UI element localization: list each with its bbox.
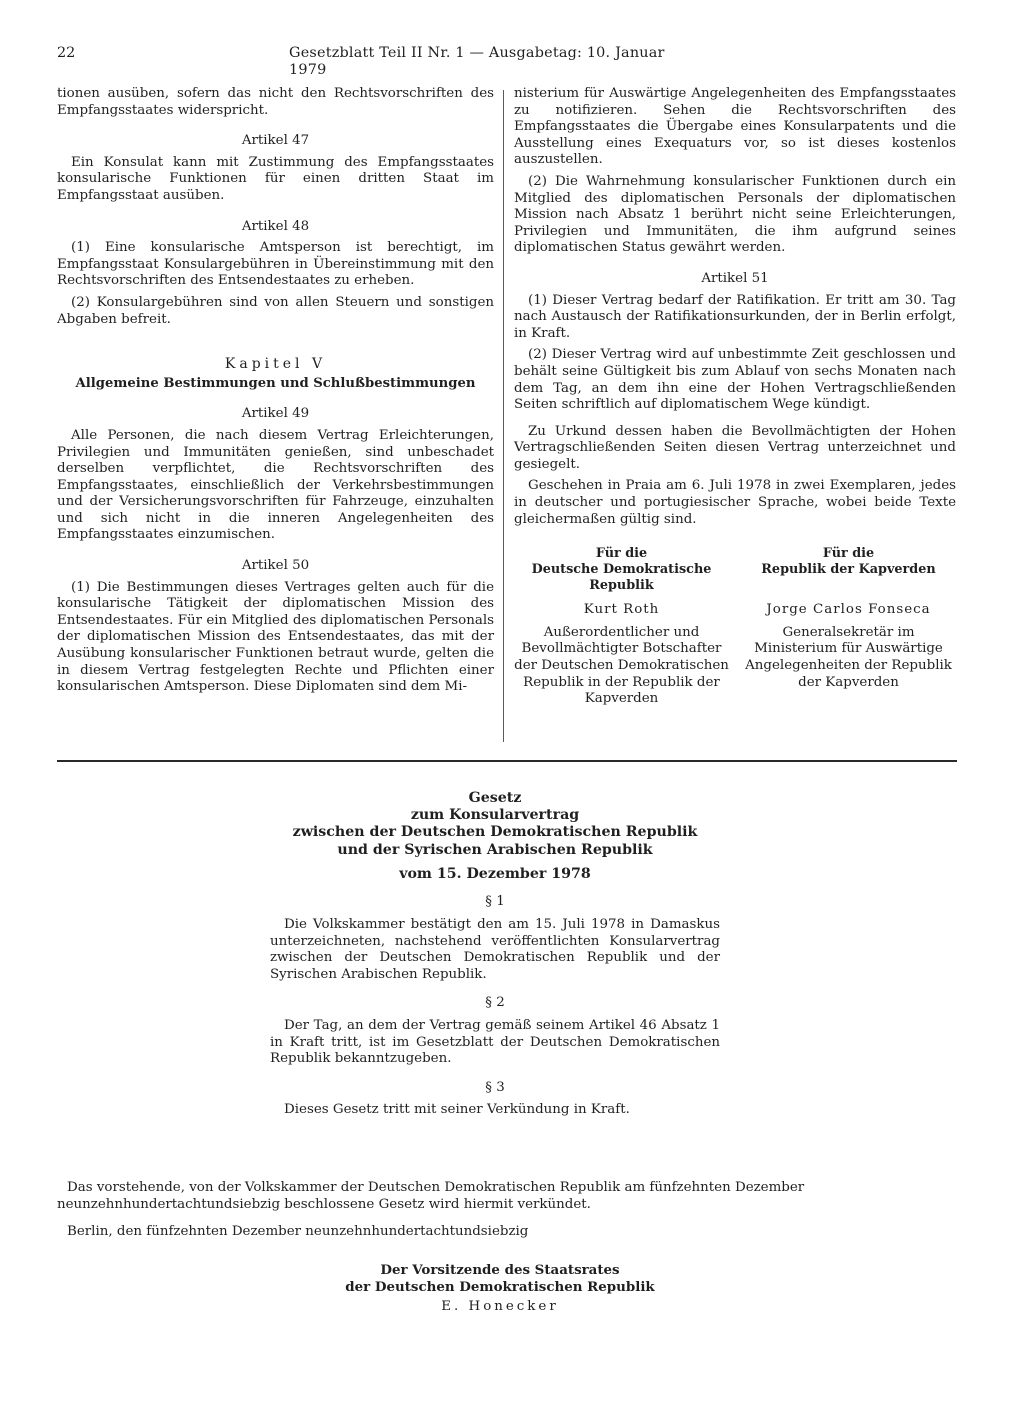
- continuation-text: tionen ausüben, sofern das nicht den Rechtsvorschriften des Empfangsstaates widerspricht.: [57, 86, 494, 118]
- page-header: [57, 45, 697, 78]
- article-50-paragraph-2: (2) Die Wahrnehmung konsularischer Funktionen durch ein Mitglied des diplomatischen Personals der diplomatischen Mission nach Absatz 1 berührt nicht seine Erleichterungen, Privilegien und Immunitäten, die ihm aufgrund seines diplomatischen Status gewährt werden.: [514, 173, 956, 256]
- section-symbol: § 2: [485, 995, 505, 1011]
- signer-block: [300, 1262, 700, 1316]
- column-divider: [503, 90, 504, 742]
- signatory-state: Republik der Kapverden: [761, 562, 936, 578]
- article-47-text: Ein Konsulat kann mit Zustimmung des Empfangsstaates konsularische Funktionen für einen dritten Staat im Empfangsstaat ausüben.: [57, 154, 494, 203]
- continuation-text: nisterium für Auswärtige Angelegenheiten des Empfangsstaates zu notifizieren. Sehen die Rechtsvorschriften des Empfangsstaates die Übergabe eines Konsularpatents und die Ausstellung eines Exequaturs vor, so ist dieses kostenlos auszustellen.: [514, 86, 956, 168]
- article-49-heading: Artikel 49: [241, 406, 310, 422]
- signature-block: [514, 546, 956, 708]
- article-50-paragraph-1: (1) Die Bestimmungen dieses Vertrages gelten auch für die konsularische Tätigkeit der diplomatischen Mission des Entsendestaates. Für ein Mitglied des diplomatischen Personals der diplomatischen Mission des Entsendestaates, das mit der Ausübung konsularischer Funktionen betraut wurde, gelten die in diesem Vertrag festgelegten Rechte und Pflichten einer konsularischen Amtsperson. Diese Diplomaten sind dem Mi-: [57, 579, 494, 695]
- signatory-name: Kurt Roth: [583, 602, 660, 618]
- section-symbol: § 1: [485, 894, 505, 910]
- witness-clause: Zu Urkund dessen haben die Bevollmächtigten der Hohen Vertragschließenden Seiten diesen Vertrag unterzeichnet und gesiegelt.: [514, 423, 956, 472]
- article-51-heading: Artikel 51: [701, 270, 769, 286]
- signatory-name: Jorge Carlos Fonseca: [766, 602, 931, 618]
- article-51-paragraph-1: (1) Dieser Vertrag bedarf der Ratifikation. Er tritt am 30. Tag nach Austausch der Ratifikationsurkunden, der in Berlin erfolgt, in Kraft.: [514, 292, 956, 341]
- article-49-text: Alle Personen, die nach diesem Vertrag Erleichterungen, Privilegien und Immunitäten genießen, sind unbeschadet derselben verpflichtet, die Rechtsvorschriften des Empfangsstaates, einschließlich der Verkehrsbestimmungen und der Versicherungsvorschriften für Fahrzeuge, einzuhalten und sich nicht in die inneren Angelegenheiten des Empfangsstaates einzumischen.: [57, 427, 494, 543]
- section-divider: [57, 760, 957, 762]
- running-title: Gesetzblatt Teil II Nr. 1 — Ausgabetag: 10. Januar 1979: [289, 45, 665, 78]
- law-title-line: zwischen der Deutschen Demokratischen Republik: [292, 824, 698, 841]
- chapter-subheading: Allgemeine Bestimmungen und Schlußbestimmungen: [75, 375, 476, 391]
- section-text: Die Volkskammer bestätigt den am 15. Juli 1978 in Damaskus unterzeichneten, nachstehend veröffentlichten Konsularvertrag zwischen der Deutschen Demokratischen Republik und der Syrischen Arabischen Republik.: [270, 917, 720, 982]
- article-48-paragraph-1: (1) Eine konsularische Amtsperson ist berechtigt, im Empfangsstaat Konsulargebühren in Übereinstimmung mit den Rechtsvorschriften des Entsendestaates zu erheben.: [57, 240, 494, 289]
- chapter-heading: Kapitel V: [224, 356, 327, 373]
- signatory-title: Außerordentlicher und Bevollmächtigter Botschafter der Deutschen Demokratischen Republik in der Republik der Kapverden: [514, 624, 729, 707]
- article-47-heading: Artikel 47: [241, 133, 310, 149]
- promulgation-text: Das vorstehende, von der Volkskammer der Deutschen Demokratischen Republik am fünfzehnten Dezember neunzehnhundertachtundsiebzig beschlossene Gesetz wird hiermit verkündet.: [57, 1180, 805, 1212]
- section-text: Dieses Gesetz tritt mit seiner Verkündung in Kraft.: [284, 1102, 630, 1118]
- article-50-heading: Artikel 50: [241, 558, 310, 574]
- signatory-for: Für die: [822, 546, 875, 562]
- law-title-line: zum Konsularvertrag: [410, 807, 580, 824]
- signatory-gdr: [514, 546, 729, 708]
- section-text: Der Tag, an dem der Vertrag gemäß seinem Artikel 46 Absatz 1 in Kraft tritt, ist im Gesetzblatt der Deutschen Demokratischen Republik bekanntzugeben.: [270, 1017, 720, 1067]
- signer-name: E. Honecker: [441, 1299, 559, 1314]
- done-at-clause: Geschehen in Praia am 6. Juli 1978 in zwei Exemplaren, jedes in deutscher und portugiesischer Sprache, wobei beide Texte gleichermaßen gültig sind.: [514, 478, 956, 527]
- signer-line-1: Der Vorsitzende des Staatsrates: [380, 1262, 620, 1278]
- promulgation: [57, 1180, 957, 1241]
- law-section: [270, 790, 720, 1119]
- signer-line-2: der Deutschen Demokratischen Republik: [345, 1279, 655, 1295]
- law-title-line: Gesetz: [468, 790, 522, 806]
- law-title-line: und der Syrischen Arabischen Republik: [337, 841, 653, 858]
- page-number: 22: [57, 45, 76, 61]
- article-51-paragraph-2: (2) Dieser Vertrag wird auf unbestimmte Zeit geschlossen und behält seine Gültigkeit bis zum Ablauf von sechs Monaten nach dem Tag, an dem ihn eine der Hohen Vertragschließenden Seiten schriftlich auf diplomatischem Wege kündigt.: [514, 347, 956, 413]
- section-symbol: § 3: [485, 1079, 505, 1095]
- right-column: [514, 86, 956, 708]
- left-column: [57, 86, 494, 696]
- law-date: vom 15. Dezember 1978: [399, 865, 591, 882]
- signatory-for: Für die: [595, 546, 648, 562]
- signatory-state: Deutsche Demokratische Republik: [531, 562, 712, 594]
- signatory-title: Generalsekretär im Ministerium für Auswärtige Angelegenheiten der Republik der Kapverden: [745, 624, 952, 690]
- place-and-date: Berlin, den fünfzehnten Dezember neunzehnhundertachtundsiebzig: [67, 1224, 529, 1240]
- article-48-heading: Artikel 48: [241, 218, 310, 234]
- signatory-cape-verde: [741, 546, 956, 708]
- article-48-paragraph-2: (2) Konsulargebühren sind von allen Steuern und sonstigen Abgaben befreit.: [57, 294, 494, 327]
